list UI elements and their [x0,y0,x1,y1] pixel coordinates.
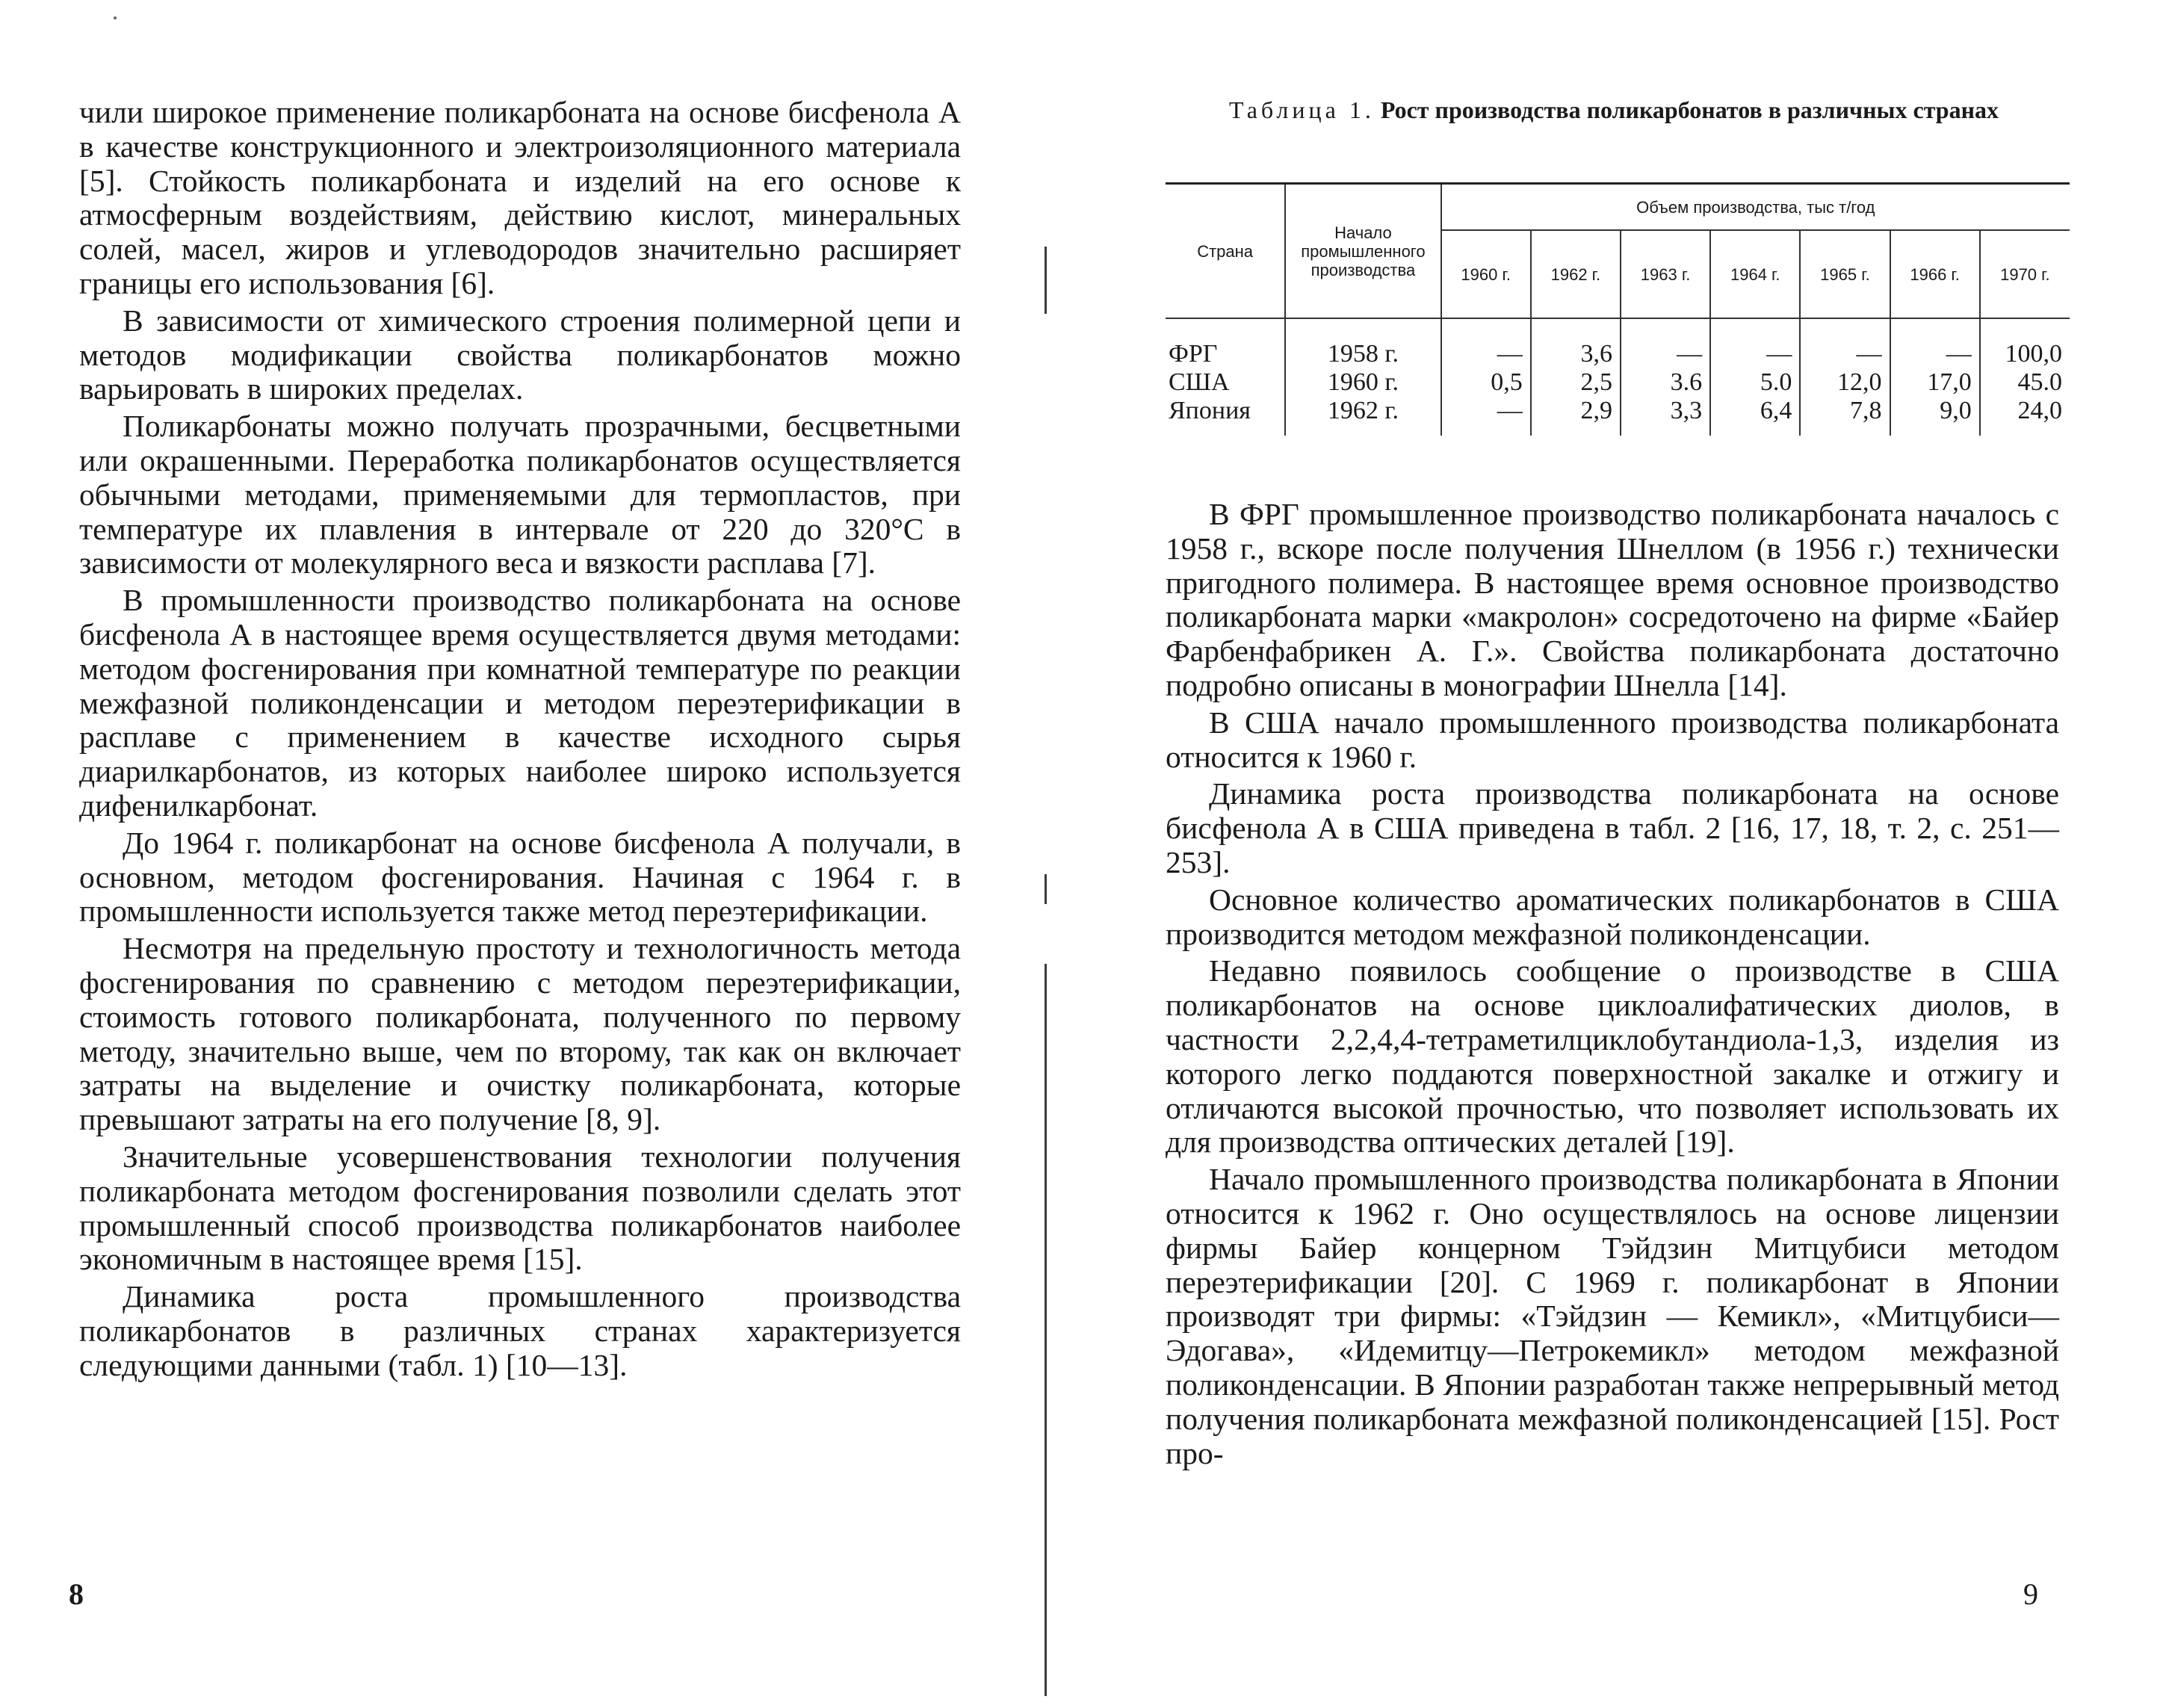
page-number-right: 9 [2023,1577,2038,1611]
table-caption-label: Таблица 1. [1228,96,1375,123]
table-row [1166,368,2070,397]
cell-value: 5.0 [1710,368,1800,397]
paragraph: Динамика роста производства поликарбоната на основе бисфенола А в США приведена в табл. 2 [16, 17, 18, т. 2, с. 251—253]. [1166,776,2059,879]
paragraph: Динамика роста промышленного производства поликарбонатов в различных странах характеризуется следующими данными (табл. 1) [10—13]. [79,1279,961,1382]
cell-value: 12,0 [1800,368,1890,397]
page-number-left: 8 [69,1577,84,1611]
production-table [1166,182,2070,436]
cell-country: США [1169,368,1230,396]
table-row [1166,318,2070,368]
table-caption [1166,96,2062,124]
cell-value: 45.0 [1980,368,2070,397]
right-page [1068,0,2163,1708]
cell-value: 9,0 [1890,397,1980,436]
cell-value: 17,0 [1890,368,1980,397]
cell-value: 100,0 [1980,318,2070,368]
paragraph: До 1964 г. поликарбонат на основе бисфенола А получали, в основном, методом фосгенирования. Начиная с 1964 г. в промышленности используется также метод переэтерификации. [79,825,961,929]
cell-value: — [1800,318,1890,368]
left-page [0,0,1053,1708]
gutter-line [1045,964,1047,1696]
gutter-line [1045,247,1047,314]
cell-value: 3.6 [1621,368,1710,397]
header-year: 1970 г. [1980,230,2070,318]
header-year: 1963 г. [1621,230,1710,318]
cell-value: — [1890,318,1980,368]
cell-country: Япония [1169,397,1251,424]
cell-country: ФРГ [1169,340,1218,368]
right-page-text [1166,498,2059,1473]
cell-value: — [1621,318,1710,368]
cell-value: 3,6 [1531,318,1621,368]
cell-start: 1960 г. [1285,368,1441,397]
paragraph: Основное количество ароматических поликарбонатов в США производится методом межфазной поликонденсации. [1166,882,2059,951]
table-caption-title: Рост производства поликарбонатов в различных странах [1380,96,1999,123]
paragraph: Поликарбонаты можно получать прозрачными, бесцветными или окрашенными. Переработка поликарбонатов осуществляется обычными методами, применяемыми для термопластов, при температуре их плавления в интервале от 220 до 320°С в зависимости от молекулярного веса и вязкости расплава [7]. [79,409,961,581]
cell-value: — [1710,318,1800,368]
cell-value: 24,0 [1980,397,2070,436]
cell-start: 1962 г. [1285,397,1441,436]
header-volume: Объем производства, тыс т/год [1441,184,2070,231]
paragraph: Недавно появилось сообщение о производстве в США поликарбонатов на основе циклоалифатических диолов, в частности 2,2,4,4-тетраметилциклобутандиола-1,3, изделия из которого легко поддаются поверхностной закалке и отжигу и отличаются высокой прочностью, что позволяет использовать их для производства оптических деталей [19]. [1166,953,2059,1160]
paragraph: Значительные усовершенствования технологии получения поликарбоната методом фосгенирования позволили сделать этот промышленный способ производства поликарбонатов наиболее экономичным в настоящее время [15]. [79,1139,961,1277]
paragraph: В ФРГ промышленное производство поликарбоната началось с 1958 г., вскоре после получения Шнеллом (в 1956 г.) технически пригодного полимера. В настоящее время основное производство поликарбоната марки «макролон» сосредоточено на фирме «Байер Фарбенфабрикен А. Г.». Свойства поликарбоната достаточно подробно описаны в монографии Шнелла [14]. [1166,497,2059,702]
cell-value: 2,9 [1531,397,1621,436]
paragraph: В промышленности производство поликарбоната на основе бисфенола А в настоящее время осуществляется двумя методами: методом фосгенирования при комнатной температуре по реакции межфазной поликонденсации и методом переэтерификации в расплаве с применением в качестве исходного сырья диарилкарбонатов, из которых наиболее широко используется дифенилкарбонат. [79,583,961,823]
paragraph: чили широкое применение поликарбоната на основе бисфенола А в качестве конструкционного и электроизоляционного материала [5]. Стойкость поликарбоната и изделий на его основе к атмосферным воздействиям, действию кислот, минеральных солей, масел, жиров и углеводородов значительно расширяет границы его использования [6]. [79,95,961,300]
paragraph: В зависимости от химического строения полимерной цепи и методов модификации свойства поликарбонатов можно варьировать в широких пределах. [79,303,961,406]
paragraph: В США начало промышленного производства поликарбоната относится к 1960 г. [1166,705,2059,774]
header-country: Страна [1166,184,1285,319]
cell-value: — [1441,397,1531,436]
cell-value: 6,4 [1710,397,1800,436]
left-page-text [79,96,961,1385]
header-year: 1965 г. [1800,230,1890,318]
cell-value: 7,8 [1800,397,1890,436]
cell-value: 0,5 [1441,368,1531,397]
header-year: 1964 г. [1710,230,1800,318]
cell-value: 3,3 [1621,397,1710,436]
paragraph: Начало промышленного производства поликарбоната в Японии относится к 1962 г. Оно осуществлялось на основе лицензии фирмы Байер концерном Тэйдзин Митцубиси методом переэтерификации [20]. С 1969 г. поликарбонат в Японии производят три фирмы: «Тэйдзин — Кемикл», «Митцубиси—Эдогава», «Идемитцу—Петрокемикл» методом межфазной поликонденсации. В Японии разработан также непрерывный метод получения поликарбоната межфазной поликонденсацией [15]. Рост про- [1166,1162,2059,1470]
header-year: 1962 г. [1531,230,1621,318]
header-start: Начало промышленного производства [1285,184,1441,319]
header-year: 1966 г. [1890,230,1980,318]
table-row [1166,397,2070,436]
cell-value: — [1441,318,1531,368]
scan-speck [114,16,117,19]
paragraph: Несмотря на предельную простоту и технологичность метода фосгенирования по сравнению с методом переэтерификации, стоимость готового поликарбоната, полученного по первому методу, значительно выше, чем по второму, так как он включает затраты на выделение и очистку поликарбоната, которые превышают затраты на его получение [8, 9]. [79,931,961,1137]
header-year: 1960 г. [1441,230,1531,318]
cell-value: 2,5 [1531,368,1621,397]
gutter-line [1045,874,1047,904]
cell-start: 1958 г. [1285,318,1441,368]
